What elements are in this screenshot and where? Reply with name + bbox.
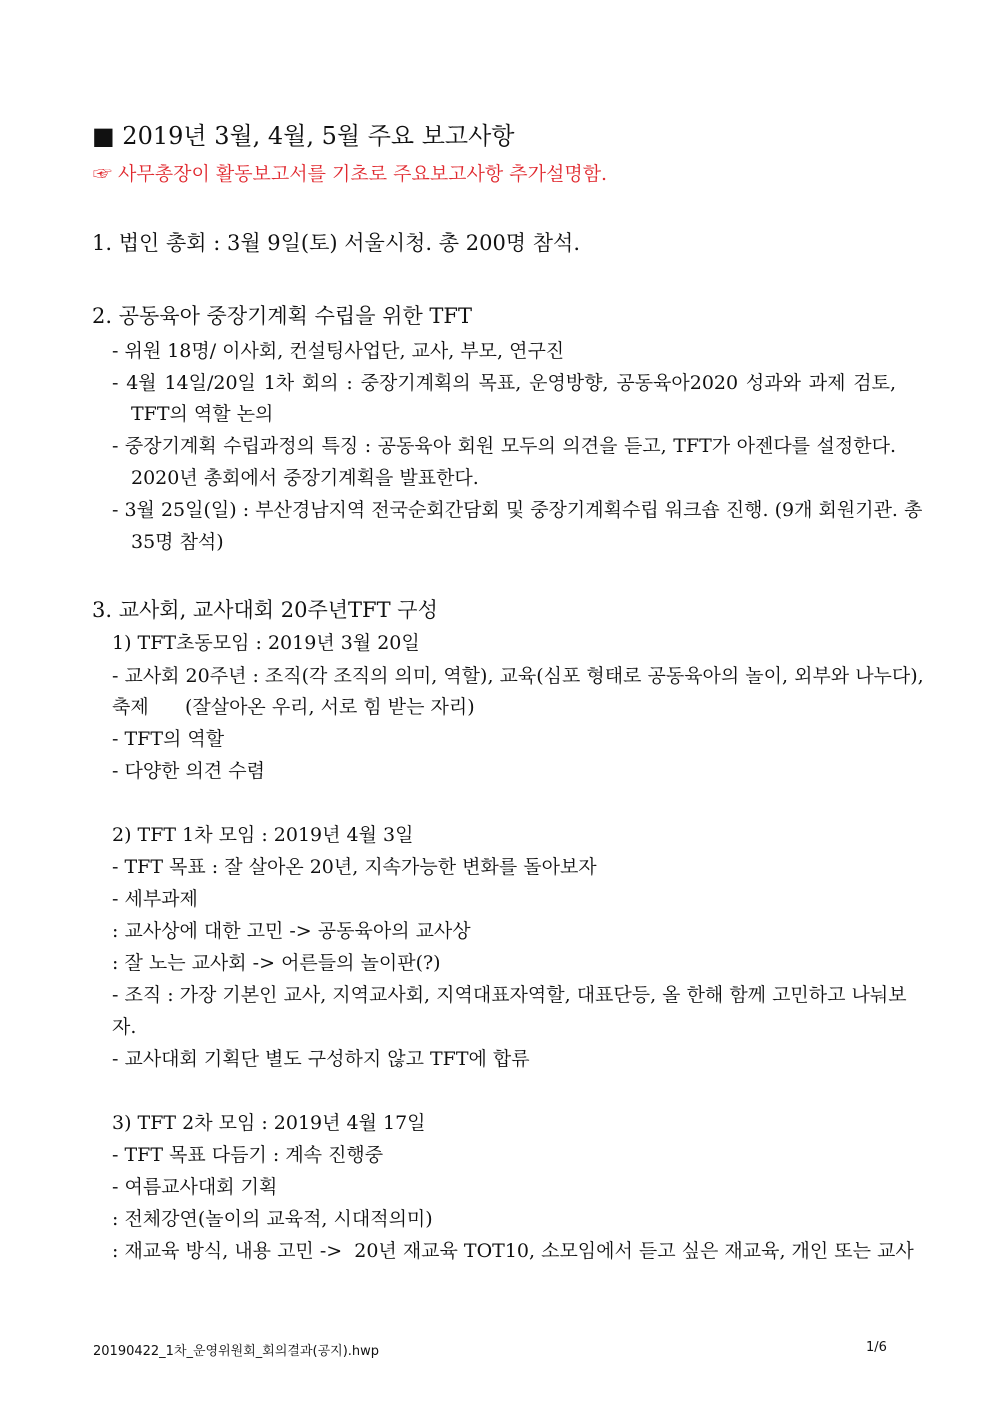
section-3-line: 자. [112, 1016, 137, 1038]
note-line: ☞ 사무총장이 활동보고서를 기초로 주요보고사항 추가설명함. [93, 163, 608, 185]
section-3-line: - TFT 목표 다듬기 : 계속 진행중 [112, 1144, 384, 1166]
section-2-line: TFT의 역할 논의 [131, 403, 274, 425]
section-3-line: 1) TFT초동모임 : 2019년 3월 20일 [112, 632, 420, 654]
section-3-line: - TFT의 역할 [112, 728, 225, 750]
section-2-line: - 3월 25일(일) : 부산경남지역 전국순회간담회 및 중장기계획수립 워크숍 진행. (9개 회원기관. 총 [112, 499, 923, 521]
section-2-line: - 중장기계획 수립과정의 특징 : 공동육아 회원 모두의 의견을 듣고, TFT가 아젠다를 설정한다. [112, 435, 896, 457]
section-3-line: - 다양한 의견 수렴 [112, 760, 266, 782]
section-3-line: - 교사대회 기획단 별도 구성하지 않고 TFT에 합류 [112, 1048, 530, 1070]
section-3-line: 3) TFT 2차 모임 : 2019년 4월 17일 [112, 1112, 426, 1134]
section-2-line: 2020년 총회에서 중장기계획을 발표한다. [131, 467, 479, 489]
footer-page-number: 1/6 [866, 1340, 887, 1355]
section-3-line: - 교사회 20주년 : 조직(각 조직의 의미, 역할), 교육(심포 형태로 공동육아의 놀이, 외부와 나누다), [112, 665, 924, 687]
section-1-heading: 1. 법인 총회 : 3월 9일(토) 서울시청. 총 200명 참석. [92, 231, 581, 255]
section-3-heading: 3. 교사회, 교사대회 20주년TFT 구성 [92, 598, 438, 622]
section-2-heading: 2. 공동육아 중장기계획 수립을 위한 TFT [92, 304, 472, 328]
page-title: ■ 2019년 3월, 4월, 5월 주요 보고사항 [92, 122, 515, 150]
section-3-line: : 재교육 방식, 내용 고민 -> 20년 재교육 TOT10, 소모임에서 듣고 싶은 재교육, 개인 또는 교사 [112, 1240, 914, 1262]
section-3-line: 축제 (잘살아온 우리, 서로 힘 받는 자리) [112, 696, 475, 718]
section-3-line: - 여름교사대회 기획 [112, 1176, 278, 1198]
section-3-line: : 교사상에 대한 고민 -> 공동육아의 교사상 [112, 920, 471, 942]
section-3-line: : 잘 노는 교사회 -> 어른들의 놀이판(?) [112, 952, 441, 974]
section-3-line: - TFT 목표 : 잘 살아온 20년, 지속가능한 변화를 돌아보자 [112, 856, 597, 878]
section-2-line: 35명 참석) [131, 531, 224, 553]
section-3-line: - 세부과제 [112, 888, 198, 910]
section-3-line: - 조직 : 가장 기본인 교사, 지역교사회, 지역대표자역할, 대표단등, 올 한해 함께 고민하고 나눠보 [112, 984, 907, 1006]
footer-filename: 20190422_1차_운영위원회_회의결과(공지).hwp [93, 1344, 380, 1359]
section-2-line: - 위원 18명/ 이사회, 컨설팅사업단, 교사, 부모, 연구진 [112, 340, 565, 362]
section-3-line: 2) TFT 1차 모임 : 2019년 4월 3일 [112, 824, 414, 846]
section-3-line: : 전체강연(놀이의 교육적, 시대적의미) [112, 1208, 433, 1230]
section-2-line: - 4월 14일/20일 1차 회의 : 중장기계획의 목표, 운영방향, 공동육아2020 성과와 과제 검토, [112, 372, 896, 394]
